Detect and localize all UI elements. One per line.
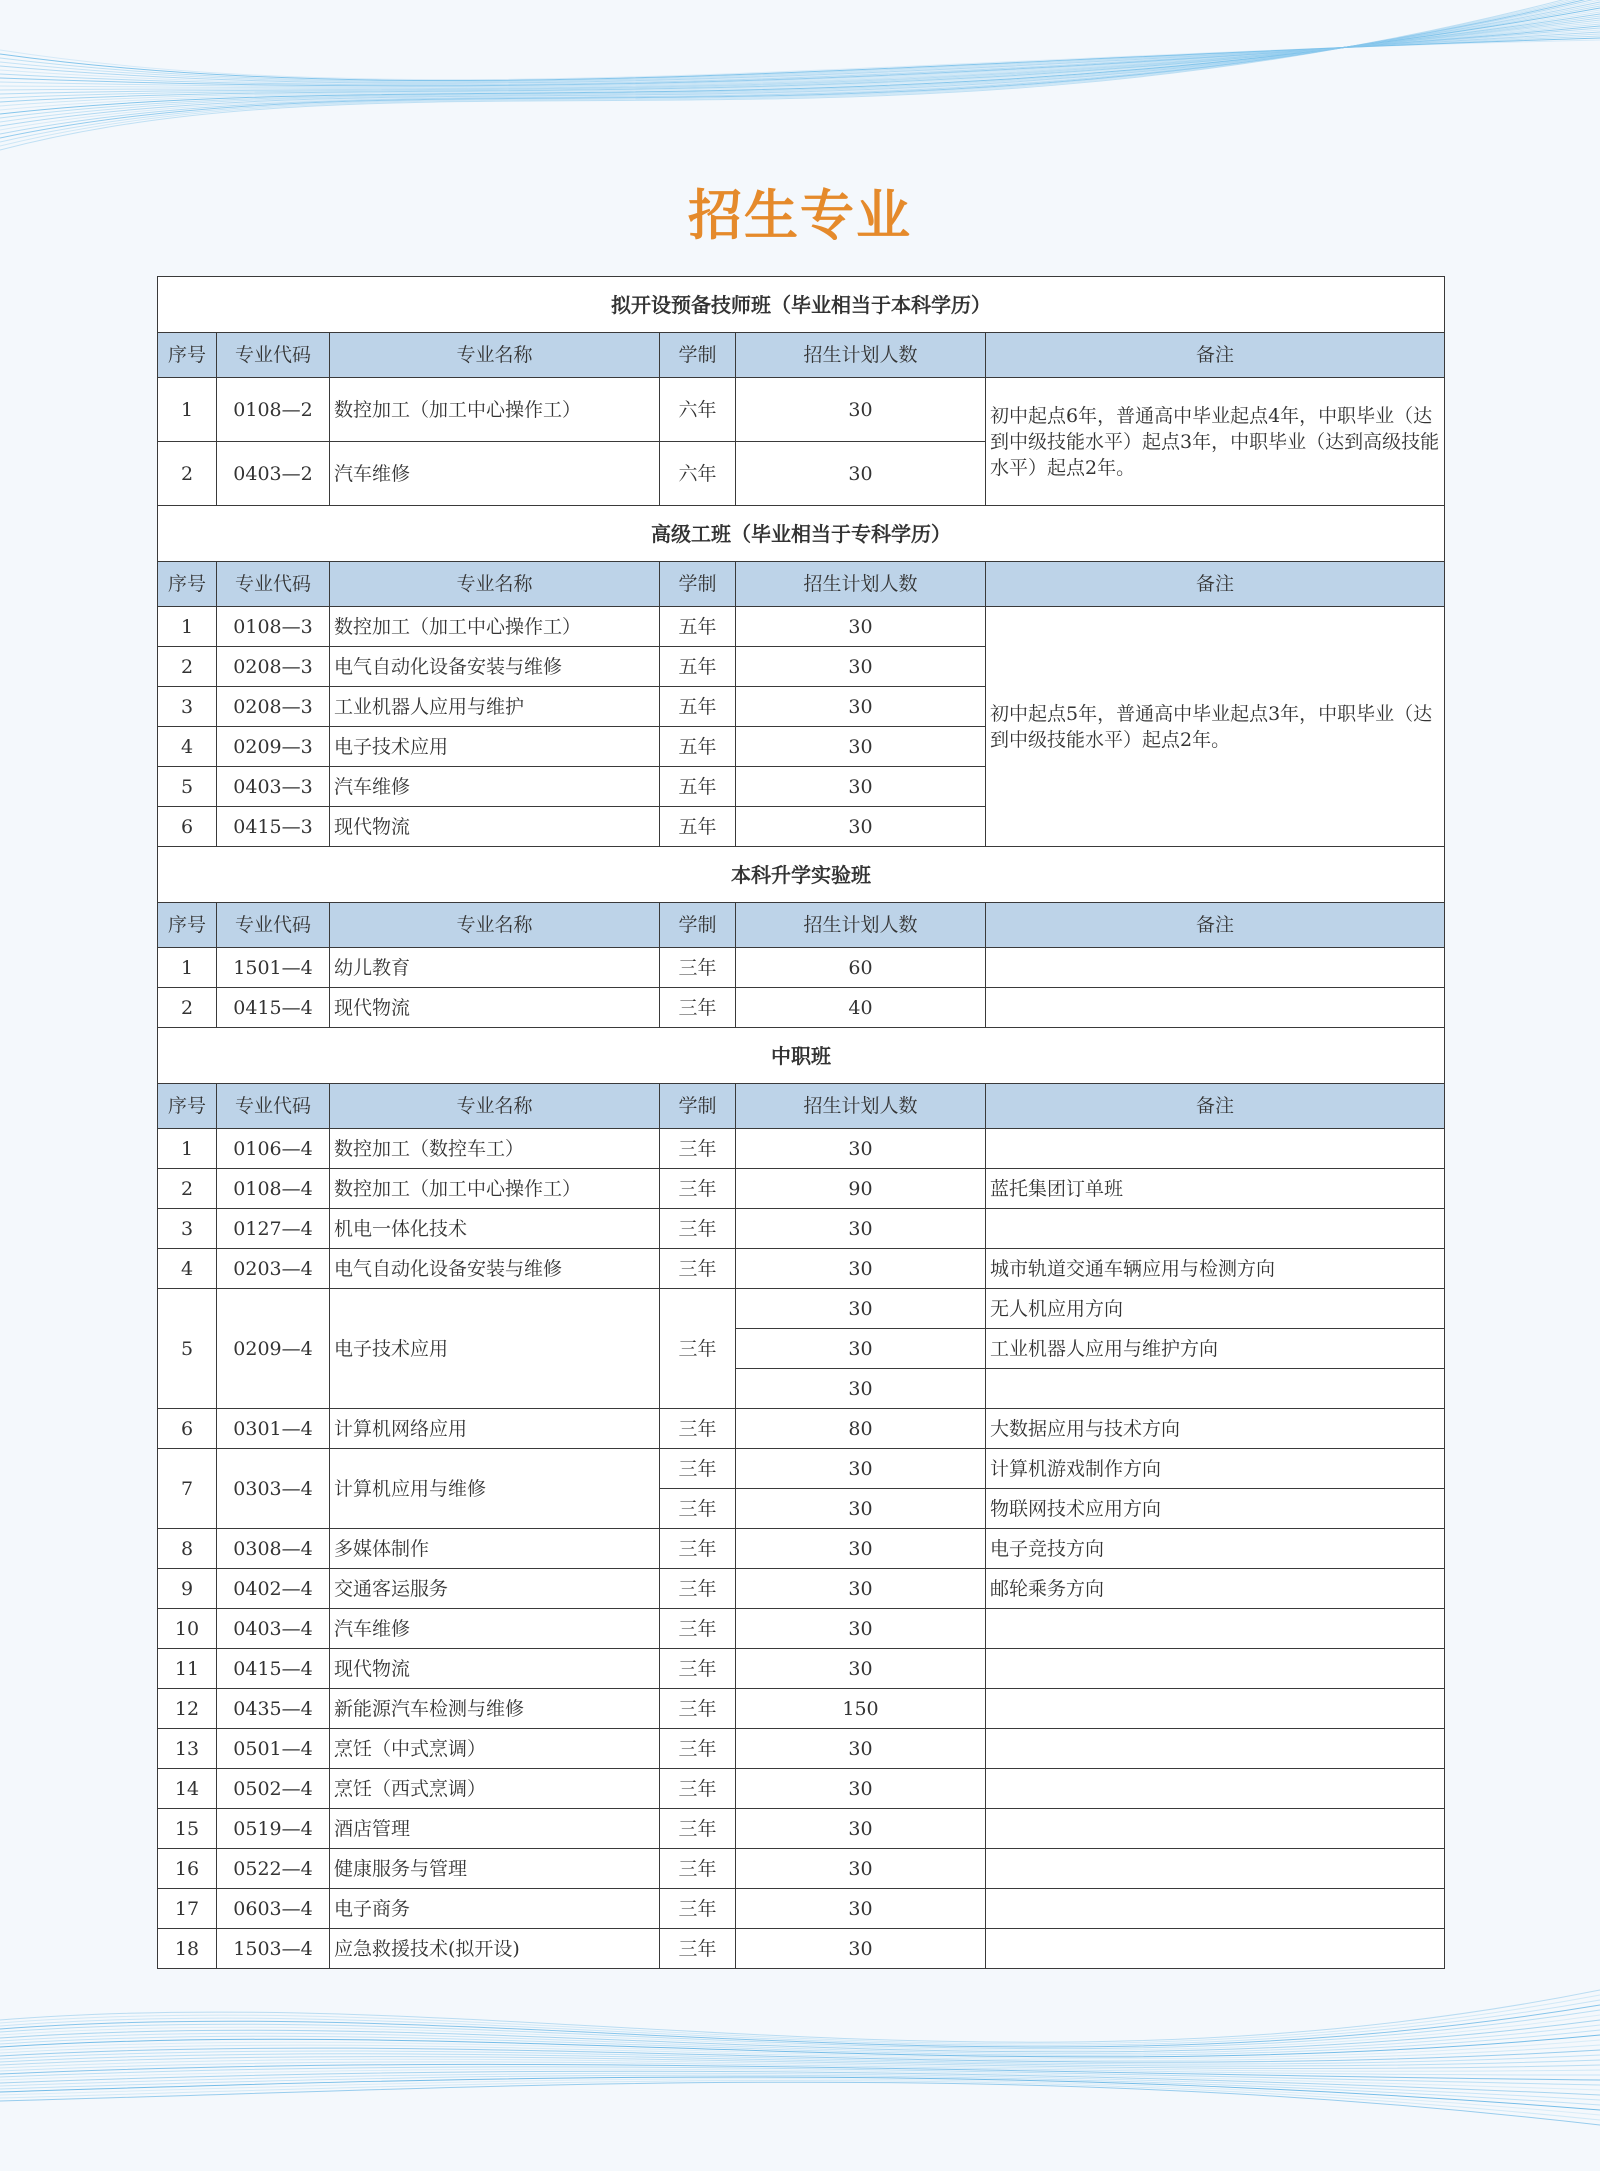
table-row [158,1649,1445,1689]
major-name: 多媒体制作 [330,1529,660,1569]
section-title-row [158,277,1445,333]
major-name: 工业机器人应用与维护 [330,687,660,727]
header-row [158,903,1445,948]
wave-line [0,0,1600,134]
header-cell: 学制 [660,903,736,948]
wave-line [0,0,1600,130]
header-cell: 备注 [986,333,1445,378]
row-number: 10 [158,1609,217,1649]
table-row [158,378,1445,442]
duration: 五年 [660,647,736,687]
top-wave-decoration [0,0,1600,190]
header-cell: 招生计划人数 [736,562,986,607]
wave-line [0,2062,1600,2075]
wave-line [0,14,1600,102]
duration: 五年 [660,687,736,727]
wave-line [0,2010,1600,2049]
header-cell: 招生计划人数 [736,1084,986,1129]
wave-line [0,2025,1600,2054]
major-code: 0209—3 [217,727,330,767]
major-name: 交通客运服务 [330,1569,660,1609]
wave-line [0,2064,1600,2080]
header-cell: 招生计划人数 [736,333,986,378]
wave-line [0,2059,1600,2071]
enrollment-count: 30 [736,1609,986,1649]
wave-line [0,2045,1600,2060]
major-code: 0108—4 [217,1169,330,1209]
major-code: 0403—4 [217,1609,330,1649]
remarks-cell [986,988,1445,1028]
wave-line [0,2075,1600,2105]
wave-line [0,2067,1600,2085]
enrollment-count: 30 [736,727,986,767]
section-title-row [158,506,1445,562]
major-code: 0502—4 [217,1769,330,1809]
header-cell: 专业名称 [330,903,660,948]
row-number: 1 [158,1129,217,1169]
major-code: 0308—4 [217,1529,330,1569]
row-number: 14 [158,1769,217,1809]
wave-line [0,6,1600,118]
header-cell: 专业名称 [330,333,660,378]
duration: 三年 [660,1529,736,1569]
major-code: 0303—4 [217,1449,330,1529]
header-cell: 招生计划人数 [736,903,986,948]
section-title: 高级工班（毕业相当于专科学历） [158,506,1445,562]
page-title: 招生专业 [688,183,912,247]
row-number: 4 [158,1249,217,1289]
row-number: 6 [158,1409,217,1449]
remarks-cell [986,1129,1445,1169]
table-row [158,1929,1445,1969]
remarks-cell: 初中起点5年，普通高中毕业起点3年，中职毕业（达到中级技能水平）起点2年。 [986,607,1445,847]
major-code: 0108—2 [217,378,330,442]
table-row [158,1609,1445,1649]
major-code: 0435—4 [217,1689,330,1729]
enrollment-count: 30 [736,1729,986,1769]
row-number: 8 [158,1529,217,1569]
major-code: 0403—3 [217,767,330,807]
header-cell: 专业名称 [330,562,660,607]
row-number: 3 [158,1209,217,1249]
header-cell: 专业代码 [217,562,330,607]
enrollment-count: 30 [736,1649,986,1689]
enrollment-count: 30 [736,1249,986,1289]
major-code: 0402—4 [217,1569,330,1609]
header-cell: 专业代码 [217,903,330,948]
remarks-cell [986,1809,1445,1849]
enrollment-count: 30 [736,647,986,687]
major-name: 应急救援技术(拟开设) [330,1929,660,1969]
row-number: 1 [158,948,217,988]
duration: 三年 [660,1649,736,1689]
remarks-cell [986,1609,1445,1649]
section-title-row [158,1028,1445,1084]
table-row [158,1409,1445,1449]
wave-line [0,38,1600,81]
major-name: 电气自动化设备安装与维修 [330,1249,660,1289]
table-row [158,1889,1445,1929]
row-number: 2 [158,647,217,687]
enrollment-count: 30 [736,1369,986,1409]
header-row [158,562,1445,607]
row-number: 2 [158,442,217,506]
major-code: 0501—4 [217,1729,330,1769]
row-number: 6 [158,807,217,847]
enrollment-count: 30 [736,442,986,506]
wave-line [0,2057,1600,2069]
row-number: 1 [158,378,217,442]
wave-line [0,18,1600,94]
row-number: 12 [158,1689,217,1729]
wave-line [0,36,1600,81]
major-code: 0108—3 [217,607,330,647]
table-row [158,1529,1445,1569]
enrollment-count: 80 [736,1409,986,1449]
remarks-cell [986,1649,1445,1689]
wave-line [0,22,1600,88]
major-code: 0208—3 [217,687,330,727]
section-title-row [158,847,1445,903]
major-name: 电子技术应用 [330,727,660,767]
wave-line [0,40,1600,80]
duration: 三年 [660,1409,736,1449]
wave-line [0,4,1600,122]
header-cell: 备注 [986,562,1445,607]
remarks-cell [986,1769,1445,1809]
row-number: 11 [158,1649,217,1689]
enrollment-count: 30 [736,1809,986,1849]
remarks-cell: 初中起点6年，普通高中毕业起点4年，中职毕业（达到中级技能水平）起点3年，中职毕业（达到高级技能水平）起点2年。 [986,378,1445,506]
major-code: 1503—4 [217,1929,330,1969]
remarks-cell: 电子竞技方向 [986,1529,1445,1569]
header-cell: 专业代码 [217,1084,330,1129]
table-row [158,1449,1445,1489]
enrollment-count: 30 [736,1449,986,1489]
major-name: 电子商务 [330,1889,660,1929]
enrollment-count: 30 [736,1769,986,1809]
wave-line [0,28,1600,85]
duration: 三年 [660,1849,736,1889]
row-number: 17 [158,1889,217,1929]
header-cell: 专业名称 [330,1084,660,1129]
wave-line [0,2080,1600,2120]
header-cell: 学制 [660,333,736,378]
enrollment-count: 30 [736,1129,986,1169]
wave-line [0,24,1600,87]
major-name: 酒店管理 [330,1809,660,1849]
wave-line [0,1990,1600,2042]
major-name: 现代物流 [330,807,660,847]
duration: 五年 [660,727,736,767]
remarks-cell: 工业机器人应用与维护方向 [986,1329,1445,1369]
major-name: 现代物流 [330,1649,660,1689]
row-number: 7 [158,1449,217,1529]
wave-line [0,2054,1600,2066]
table-row [158,1689,1445,1729]
enrollment-count: 30 [736,1329,986,1369]
wave-line [0,2082,1600,2125]
duration: 三年 [660,1569,736,1609]
enrollment-count: 30 [736,1289,986,1329]
enrollment-count: 30 [736,1849,986,1889]
table-row [158,1169,1445,1209]
wave-line [0,2030,1600,2055]
wave-line [0,34,1600,82]
enrollment-count: 30 [736,378,986,442]
enrollment-count: 30 [736,767,986,807]
major-name: 数控加工（加工中心操作工） [330,607,660,647]
major-code: 0208—3 [217,647,330,687]
section-title: 本科升学实验班 [158,847,1445,903]
major-name: 烹饪（西式烹调） [330,1769,660,1809]
bottom-wave-decoration [0,1960,1600,2171]
table-row [158,1289,1445,1329]
major-code: 0522—4 [217,1849,330,1889]
wave-line [0,2073,1600,2100]
remarks-cell: 物联网技术应用方向 [986,1489,1445,1529]
wave-line [0,20,1600,90]
wave-line [0,26,1600,86]
enrollment-count: 40 [736,988,986,1028]
row-number: 2 [158,1169,217,1209]
wave-line [0,30,1600,84]
enrollment-count: 60 [736,948,986,988]
duration: 五年 [660,807,736,847]
wave-line [0,2051,1600,2064]
major-name: 汽车维修 [330,767,660,807]
table-row [158,1769,1445,1809]
wave-line [0,2079,1600,2115]
table-row [158,1729,1445,1769]
duration: 三年 [660,1489,736,1529]
remarks-cell [986,1209,1445,1249]
duration: 五年 [660,767,736,807]
remarks-cell [986,1889,1445,1929]
duration: 三年 [660,988,736,1028]
wave-line [0,32,1600,83]
major-name: 计算机网络应用 [330,1409,660,1449]
major-code: 0415—4 [217,988,330,1028]
row-number: 16 [158,1849,217,1889]
duration: 三年 [660,1209,736,1249]
table-row [158,1849,1445,1889]
major-code: 0519—4 [217,1809,330,1849]
header-cell: 专业代码 [217,333,330,378]
header-cell: 学制 [660,562,736,607]
row-number: 3 [158,687,217,727]
wave-line [0,2048,1600,2062]
major-name: 烹饪（中式烹调） [330,1729,660,1769]
duration: 五年 [660,607,736,647]
duration: 三年 [660,1609,736,1649]
enrollment-count: 150 [736,1689,986,1729]
table-row [158,1569,1445,1609]
major-name: 数控加工（数控车工） [330,1129,660,1169]
header-row [158,333,1445,378]
wave-line [0,10,1600,110]
row-number: 9 [158,1569,217,1609]
major-name: 幼儿教育 [330,948,660,988]
enrollment-count: 30 [736,1929,986,1969]
row-number: 1 [158,607,217,647]
enrollment-count: 30 [736,687,986,727]
section-title: 拟开设预备技师班（毕业相当于本科学历） [158,277,1445,333]
remarks-cell [986,948,1445,988]
wave-line [0,2035,1600,2057]
duration: 三年 [660,1249,736,1289]
remarks-cell: 邮轮乘务方向 [986,1569,1445,1609]
row-number: 18 [158,1929,217,1969]
enrollment-count: 30 [736,1569,986,1609]
major-name: 健康服务与管理 [330,1849,660,1889]
wave-line [0,0,1600,138]
remarks-cell [986,1369,1445,1409]
major-name: 计算机应用与维修 [330,1449,660,1529]
header-cell: 备注 [986,1084,1445,1129]
duration: 三年 [660,948,736,988]
remarks-cell [986,1929,1445,1969]
section-title: 中职班 [158,1028,1445,1084]
header-cell: 序号 [158,903,217,948]
wave-line [0,12,1600,106]
wave-line [0,2005,1600,2047]
remarks-cell: 大数据应用与技术方向 [986,1409,1445,1449]
wave-line [0,1995,1600,2044]
wave-line [0,2077,1600,2110]
enrollment-count: 30 [736,1489,986,1529]
duration: 三年 [660,1729,736,1769]
major-name: 机电一体化技术 [330,1209,660,1249]
row-number: 4 [158,727,217,767]
wave-line [0,8,1600,114]
header-row [158,1084,1445,1129]
enrollment-count: 30 [736,1209,986,1249]
table-row [158,1209,1445,1249]
major-code: 0209—4 [217,1289,330,1409]
remarks-cell: 计算机游戏制作方向 [986,1449,1445,1489]
header-cell: 备注 [986,903,1445,948]
enrollment-count: 30 [736,1529,986,1569]
header-cell: 学制 [660,1084,736,1129]
duration: 三年 [660,1289,736,1409]
header-cell: 序号 [158,333,217,378]
wave-line [0,2071,1600,2095]
enrollment-count: 30 [736,1889,986,1929]
major-code: 0127—4 [217,1209,330,1249]
duration: 三年 [660,1769,736,1809]
major-name: 新能源汽车检测与维修 [330,1689,660,1729]
wave-line [0,2069,1600,2090]
duration: 三年 [660,1129,736,1169]
table-row [158,988,1445,1028]
major-name: 汽车维修 [330,1609,660,1649]
major-code: 0415—4 [217,1649,330,1689]
major-code: 0106—4 [217,1129,330,1169]
major-code: 0301—4 [217,1409,330,1449]
duration: 三年 [660,1169,736,1209]
row-number: 5 [158,1289,217,1409]
wave-line [0,16,1600,98]
major-name: 现代物流 [330,988,660,1028]
duration: 三年 [660,1449,736,1489]
major-name: 汽车维修 [330,442,660,506]
row-number: 13 [158,1729,217,1769]
wave-line [0,2000,1600,2045]
major-code: 0415—3 [217,807,330,847]
table-row [158,948,1445,988]
remarks-cell: 无人机应用方向 [986,1289,1445,1329]
table-row [158,1249,1445,1289]
wave-line [0,2020,1600,2052]
major-name: 数控加工（加工中心操作工） [330,1169,660,1209]
table-row [158,1129,1445,1169]
wave-line [0,0,1600,146]
wave-line [0,2015,1600,2050]
header-cell: 序号 [158,1084,217,1129]
row-number: 2 [158,988,217,1028]
remarks-cell [986,1689,1445,1729]
admission-majors-table [157,276,1445,1969]
remarks-cell: 城市轨道交通车辆应用与检测方向 [986,1249,1445,1289]
wave-line [0,2040,1600,2059]
remarks-cell [986,1849,1445,1889]
major-name: 数控加工（加工中心操作工） [330,378,660,442]
wave-line [0,0,1600,150]
wave-line [0,0,1600,142]
major-code: 0603—4 [217,1889,330,1929]
duration: 三年 [660,1929,736,1969]
major-name: 电子技术应用 [330,1289,660,1409]
wave-line [0,2,1600,126]
enrollment-count: 30 [736,607,986,647]
enrollment-count: 30 [736,807,986,847]
row-number: 15 [158,1809,217,1849]
major-code: 1501—4 [217,948,330,988]
major-code: 0203—4 [217,1249,330,1289]
duration: 三年 [660,1889,736,1929]
row-number: 5 [158,767,217,807]
table-row [158,1809,1445,1849]
header-cell: 序号 [158,562,217,607]
major-code: 0403—2 [217,442,330,506]
major-name: 电气自动化设备安装与维修 [330,647,660,687]
duration: 三年 [660,1809,736,1849]
enrollment-count: 90 [736,1169,986,1209]
duration: 三年 [660,1689,736,1729]
duration: 六年 [660,442,736,506]
remarks-cell: 蓝托集团订单班 [986,1169,1445,1209]
duration: 六年 [660,378,736,442]
remarks-cell [986,1729,1445,1769]
table-row [158,607,1445,647]
